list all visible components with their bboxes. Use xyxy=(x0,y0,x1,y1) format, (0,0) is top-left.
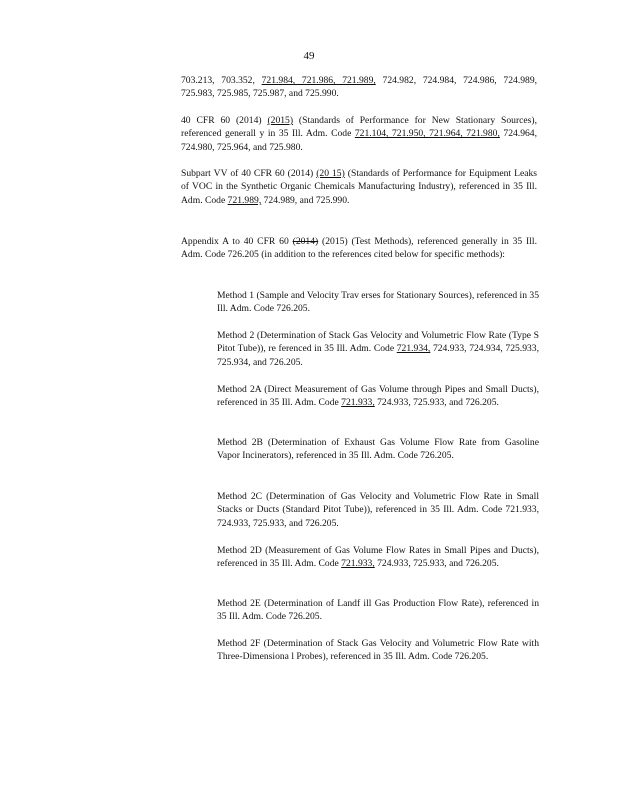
paragraph-method-1 xyxy=(217,289,539,316)
text-run: 724.989, and 725.990. xyxy=(261,194,350,206)
paragraph-method-2a xyxy=(217,383,539,410)
text-run: Method 2 (Determination of Stack Gas Velocity and Volumetric Flow Rate (Type S Pitot Tube)), re ferenced in 35 Ill. Adm. Code xyxy=(217,330,539,355)
paragraph-codes-continued xyxy=(181,74,537,101)
text-run: Method 2D (Measurement of Gas Volume Flow Rates in Small Pipes and Ducts), referenced in 35 Ill. Adm. Code xyxy=(217,545,539,570)
text-run: Method 2F (Determination of Stack Gas Velocity and Volumetric Flow Rate with Three-Dimensiona l Probes), referenced in 35 Ill. Adm. Code 726.205. xyxy=(217,638,539,663)
text-run: Appendix A to 40 CFR 60 xyxy=(181,236,293,247)
paragraph-method-2 xyxy=(217,329,539,369)
text-run: 724.933, 725.933, and 726.205. xyxy=(374,558,499,570)
underlined-insertion: 721.104, 721.950, 721.964, 721.980, xyxy=(354,128,500,140)
underlined-insertion: (20 15) xyxy=(316,168,345,179)
text-run: (Standards of Performance for Equipment Leaks of VOC in the Synthetic Organic Chemicals Manufacturing Industry), referenced in 35 Ill. Adm. Code xyxy=(181,168,537,206)
paragraph-method-2e xyxy=(217,597,539,624)
text-run: Method 2E (Determination of Landf ill Gas Production Flow Rate), referenced in 35 Ill. Adm. Code 726.205. xyxy=(217,598,539,623)
underlined-insertion: 721.984, 721.986, 721.989, xyxy=(261,75,376,86)
underlined-insertion: 721.934, xyxy=(396,343,431,355)
text-run: (Standards of Performance for New Stationary Sources), referenced generall y in 35 Ill. Adm. Code xyxy=(181,115,537,140)
page-number: 49 xyxy=(303,50,315,62)
underlined-insertion: 721.989, xyxy=(227,194,262,206)
underlined-insertion: 721.933, xyxy=(341,558,375,570)
struck-deletion: (2014) xyxy=(292,236,319,247)
paragraph-method-2b xyxy=(217,436,539,463)
text-run: Method 2C (Determination of Gas Velocity and Volumetric Flow Rate in Small Stacks or Ducts (Standard Pitot Tube)), referenced in 35 Ill. Adm. Code 721.933, 724.933, 725.933, and 726.205. xyxy=(217,491,539,529)
paragraph-40-cfr-60 xyxy=(181,114,537,154)
paragraph-appendix-a xyxy=(181,235,537,262)
underlined-insertion: (2015) xyxy=(267,115,294,126)
text-run: Method 1 (Sample and Velocity Trav erses for Stationary Sources), referenced in 35 Ill. Adm. Code 726.205. xyxy=(217,290,539,315)
text-run: 724.933, 724.934, 725.933, 725.934, and 726.205. xyxy=(217,343,539,368)
text-run: 703.213, 703.352, xyxy=(181,75,262,86)
text-run: (2015) (Test Methods), referenced generally in 35 Ill. Adm. Code 726.205 (in addition to the references cited below for specific methods): xyxy=(181,236,537,261)
text-run: Subpart VV of 40 CFR 60 (2014) xyxy=(181,168,317,179)
paragraph-method-2d xyxy=(217,544,539,571)
text-run: Method 2B (Determination of Exhaust Gas Volume Flow Rate from Gasoline Vapor Incinerators), referenced in 35 Ill. Adm. Code 726.205. xyxy=(217,437,539,462)
paragraph-method-2f xyxy=(217,637,539,664)
text-run: Method 2A (Direct Measurement of Gas Volume through Pipes and Small Ducts), referenced in 35 Ill. Adm. Code xyxy=(217,384,539,409)
text-run: 724.933, 725.933, and 726.205. xyxy=(374,397,499,409)
text-run: 724.964, 724.980, 725.964, and 725.980. xyxy=(181,128,537,153)
text-run: 724.982, 724.984, 724.986, 724.989, 725.983, 725.985, 725.987, and 725.990. xyxy=(181,75,538,100)
paragraph-subpart-vv xyxy=(181,167,537,207)
paragraph-method-2c xyxy=(217,490,539,530)
text-run: 40 CFR 60 (2014) xyxy=(181,115,268,126)
underlined-insertion: 721.933, xyxy=(341,397,375,409)
